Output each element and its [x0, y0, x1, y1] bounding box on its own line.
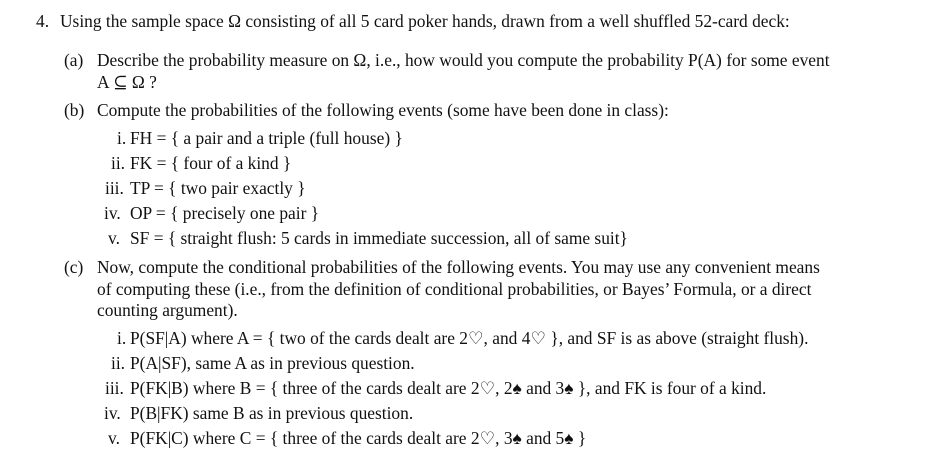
part-b-item-3-label: iii.	[105, 178, 124, 198]
part-c-item-4-text: P(B|FK) same B as in previous question.	[130, 403, 414, 423]
part-c-item-3-text: P(FK|B) where B = { three of the cards dealt are 2♡, 2♠ and 3♠ }, and FK is four of a kind.	[130, 378, 767, 398]
part-c-item-3-label: iii.	[105, 378, 124, 398]
part-c-item-4-label: iv.	[104, 403, 121, 423]
part-b-item-5-label: v.	[108, 228, 120, 248]
part-c-text-line-3: counting argument).	[97, 300, 238, 320]
problem-number: 4.	[36, 11, 50, 31]
part-a-text-line-1: Describe the probability measure on Ω, i.e., how would you compute the probability P(A) for some event	[97, 50, 830, 70]
part-b-item-1-label: i.	[117, 128, 127, 148]
part-c-text-line-1: Now, compute the conditional probabilities of the following events. You may use any convenient means	[97, 257, 820, 277]
part-c-item-1-label: i.	[117, 328, 127, 348]
part-c-item-5-label: v.	[108, 428, 120, 448]
part-b-text: Compute the probabilities of the following events (some have been done in class):	[97, 100, 669, 120]
part-b-item-1-text: FH = { a pair and a triple (full house) }	[130, 128, 403, 148]
part-c-text-line-2: of computing these (i.e., from the definition of conditional probabilities, or Bayes’ Formula, or a direct	[97, 279, 812, 299]
part-c-label: (c)	[64, 257, 84, 277]
part-b-item-5-text: SF = { straight flush: 5 cards in immediate succession, all of same suit}	[130, 228, 628, 248]
part-c-item-1-text: P(SF|A) where A = { two of the cards dealt are 2♡, and 4♡ }, and SF is as above (straight flush).	[130, 328, 809, 348]
part-a-label: (a)	[64, 50, 84, 70]
problem-intro: Using the sample space Ω consisting of all 5 card poker hands, drawn from a well shuffled 52-card deck:	[60, 11, 790, 31]
part-a-text-line-2: A ⊆ Ω ?	[97, 72, 157, 92]
part-b-label: (b)	[64, 100, 85, 120]
part-b-item-4-label: iv.	[104, 203, 121, 223]
part-b-item-2-text: FK = { four of a kind }	[130, 153, 292, 173]
part-c-item-2-text: P(A|SF), same A as in previous question.	[130, 353, 415, 373]
part-c-item-2-label: ii.	[111, 353, 126, 373]
part-b-item-4-text: OP = { precisely one pair }	[130, 203, 320, 223]
part-b-item-2-label: ii.	[111, 153, 126, 173]
part-c-item-5-text: P(FK|C) where C = { three of the cards dealt are 2♡, 3♠ and 5♠ }	[130, 428, 587, 448]
part-b-item-3-text: TP = { two pair exactly }	[130, 178, 306, 198]
